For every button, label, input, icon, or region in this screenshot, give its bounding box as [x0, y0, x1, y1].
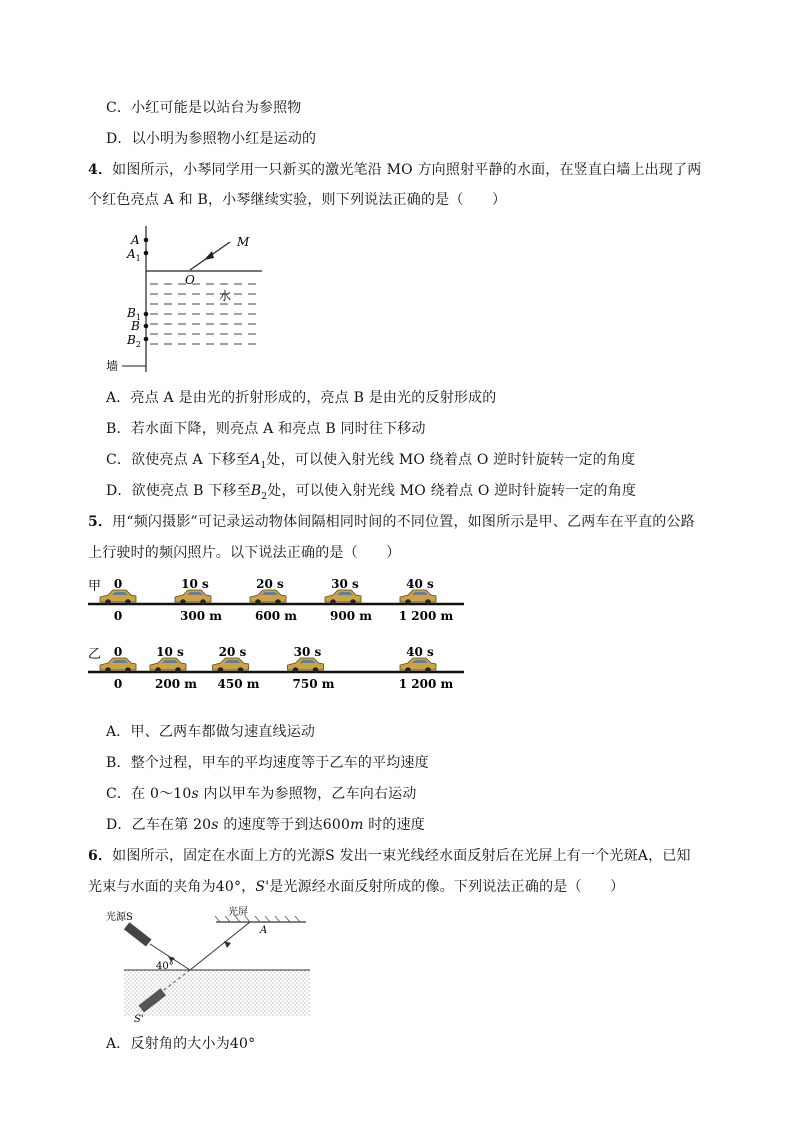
q5-jia-label: 甲: [88, 579, 102, 594]
q5-yi-car-2: [213, 658, 249, 673]
q6-label-angle: 40°: [156, 961, 174, 972]
q4-label-b1: $B_1$: [127, 306, 141, 322]
q4-point-b1: [144, 312, 149, 317]
q5-yi-pos-1: 200 m: [155, 677, 197, 691]
q3-option-c: C．小红可能是以站台为参照物: [106, 100, 302, 116]
q5-number: 5．: [88, 514, 113, 530]
q6-label-screen: 光屏: [228, 907, 248, 918]
q6-reflected-ray: [190, 922, 250, 970]
q6-option-a: A．反射角的大小为40°: [106, 1036, 256, 1052]
q6-label-source: 光源S: [106, 912, 133, 923]
q5-yi-car-1: [150, 658, 186, 673]
q4-point-b: [144, 324, 149, 329]
q5-option-c: C．在 0～10s 内以甲车为参照物，乙车向右运动: [106, 786, 417, 802]
q5-option-d: D．乙车在第 20s 的速度等于到达600m 时的速度: [106, 817, 425, 833]
q4-label-water: 水: [219, 289, 232, 303]
q4-point-a: [144, 238, 149, 243]
q4-label-wall: 墙: [106, 359, 119, 372]
q5-jia-car-1: [175, 590, 211, 605]
q4-stem-text1: 如图所示，小琴同学用一只新买的激光笔沿 MO 方向照射平静的水面，在竖直白墙上出现了两: [112, 162, 702, 178]
q4-water-dashes: [150, 284, 256, 344]
q5-jia-pos-4: 1 200 m: [398, 609, 454, 623]
q6-label-a: A: [260, 925, 268, 936]
q4-figure: [100, 222, 270, 372]
q5-jia-pos-3: 900 m: [330, 609, 372, 623]
q6-water-region: [124, 970, 310, 1016]
q5-yi-pos-2: 450 m: [217, 677, 260, 691]
q4-stem-line1: [88, 160, 701, 180]
q6-reflected-arrow: [224, 941, 231, 948]
q4-option-c: C．欲使亮点 A 下移至$A_1$处，可以使入射光线 MO 绕着点 O 逆时针旋转一定的角度: [106, 452, 636, 471]
q5-yi-pos-3: 750 m: [292, 677, 335, 691]
q5-stem-text1: 用“频闪摄影”可记录运动物体间隔相同时间的不同位置，如图所示是甲、乙两车在平直的公路: [112, 514, 695, 530]
q6-number: 6．: [88, 848, 113, 864]
q6-stem-line2: 光束与水面的夹角为40°，S'是光源经水面反射所成的像。下列说法正确的是（ ）: [88, 879, 625, 895]
q5-yi-time-2: 20 s: [218, 645, 247, 659]
q4-point-b2: [144, 337, 149, 342]
q3-option-d: D．以小明为参照物小红是运动的: [106, 131, 317, 147]
q6-light-source: [124, 922, 152, 946]
q5-jia-pos-2: 600 m: [255, 609, 297, 623]
q5-yi-car-0: [100, 658, 136, 673]
q5-yi-label: 乙: [88, 647, 102, 662]
q6-label-image: S': [134, 1014, 144, 1025]
q6-stem-line1: [88, 846, 691, 866]
q5-stem-line2: 上行驶时的频闪照片。以下说法正确的是（ ）: [88, 545, 401, 561]
q4-ray-arrow: [204, 251, 214, 260]
q5-yi-pos-4: 1 200 m: [398, 677, 454, 691]
q5-figure: [84, 574, 474, 699]
q5-jia-pos-1: 300 m: [180, 609, 222, 623]
q5-jia-time-2: 20 s: [256, 577, 284, 591]
q5-yi-pos-0: 0: [113, 677, 123, 691]
q5-yi-time-0: 0: [113, 645, 123, 659]
q5-stem-line1: [88, 512, 695, 532]
q5-yi-time-4: 40 s: [406, 645, 434, 659]
q5-yi-car-3: [288, 658, 324, 673]
q4-stem-line2: 个红色亮点 A 和 B，小琴继续实验，则下列说法正确的是（ ）: [88, 192, 507, 208]
q4-option-a: A．亮点 A 是由光的折射形成的，亮点 B 是由光的反射形成的: [106, 390, 497, 406]
q4-option-b: B．若水面下降，则亮点 A 和亮点 B 同时往下移动: [106, 421, 426, 437]
q4-label-b: B: [131, 319, 140, 333]
q6-stem-text1: 如图所示，固定在水面上方的光源S 发出一束光线经水面反射后在光屏上有一个光斑A，已知: [112, 848, 691, 864]
q4-label-m: M: [237, 235, 250, 249]
q5-jia-car-4: [400, 590, 436, 605]
q6-figure: [100, 906, 320, 1026]
q4-label-o: O: [185, 273, 195, 287]
q5-jia-time-4: 40 s: [406, 577, 434, 591]
q5-jia-time-0: 0: [113, 577, 123, 591]
q5-option-a: A．甲、乙两车都做匀速直线运动: [106, 724, 316, 740]
q5-yi-time-1: 10 s: [156, 645, 184, 659]
q5-jia-car-0: [100, 590, 136, 605]
q4-label-a: A: [131, 233, 140, 247]
q5-option-b: B．整个过程，甲车的平均速度等于乙车的平均速度: [106, 755, 429, 771]
q5-jia-time-1: 10 s: [181, 577, 209, 591]
q4-label-a1: $A_1$: [127, 247, 141, 263]
q4-label-b2: $B_2$: [127, 333, 141, 349]
q5-yi-car-4: [400, 658, 436, 673]
q4-option-d: D．欲使亮点 B 下移至$B_2$处，可以使入射光线 MO 绕着点 O 逆时针旋转一定的角度: [106, 483, 637, 502]
q5-jia-time-3: 30 s: [331, 577, 359, 591]
q5-jia-pos-0: 0: [113, 609, 123, 623]
q5-jia-car-3: [325, 590, 361, 605]
q4-point-a1: [144, 251, 149, 256]
q5-yi-time-3: 30 s: [293, 645, 322, 659]
q5-jia-car-2: [250, 590, 286, 605]
q4-number: 4．: [88, 162, 113, 178]
